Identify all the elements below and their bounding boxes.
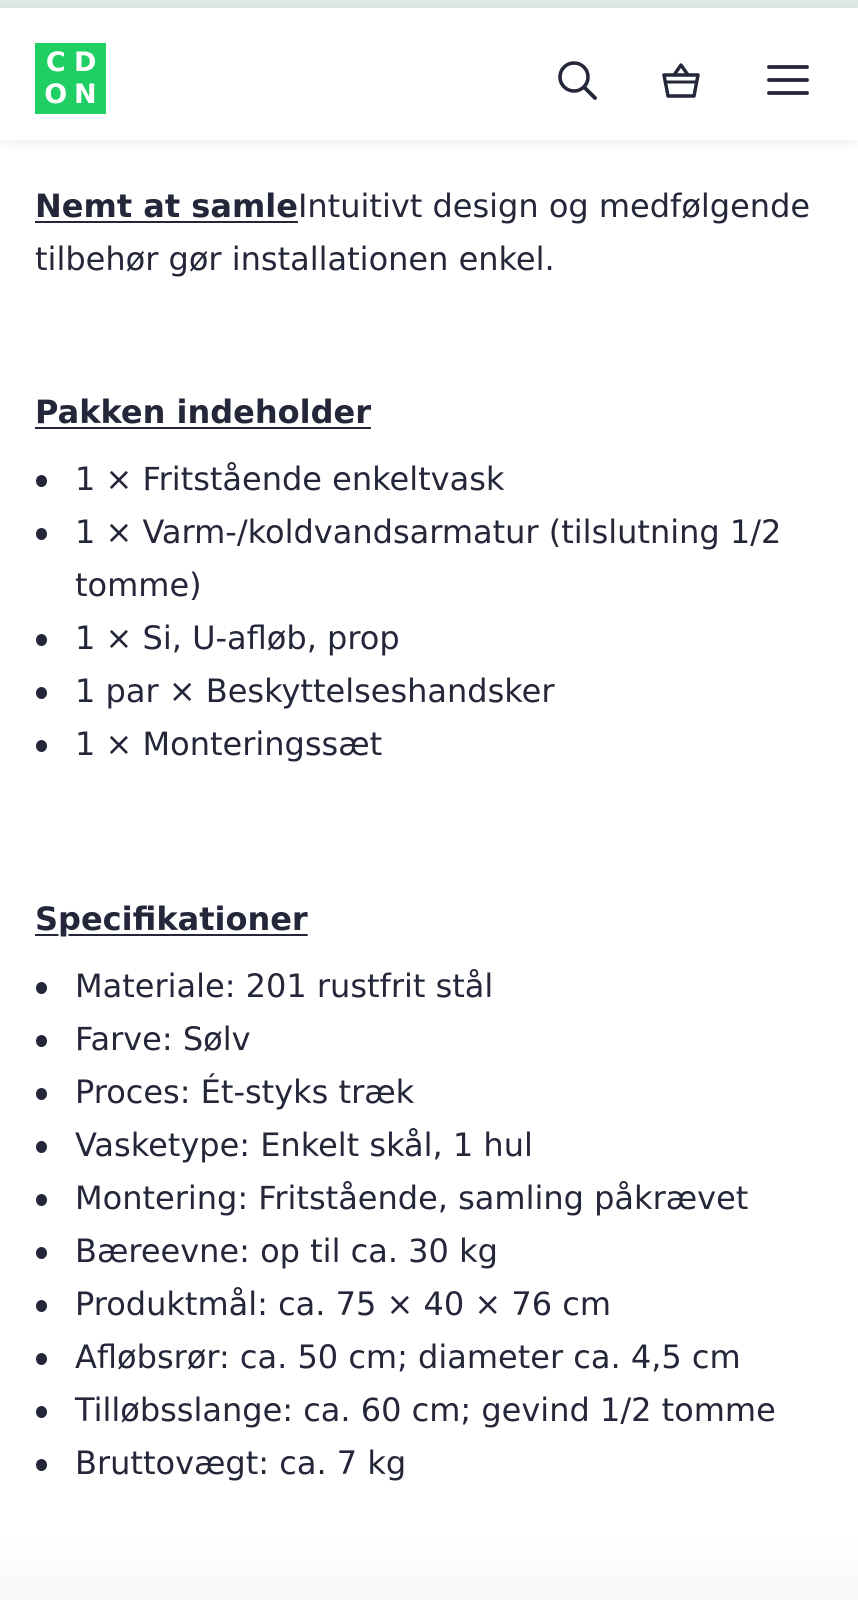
bottom-fade: [0, 1535, 858, 1600]
intro-paragraph: [35, 180, 825, 286]
package-list: [35, 453, 825, 771]
site-header: [0, 8, 858, 140]
logo-letter: N: [73, 78, 97, 110]
list-item: Produktmål: ca. 75 × 40 × 76 cm: [35, 1278, 825, 1331]
list-item: Vasketype: Enkelt skål, 1 hul: [35, 1119, 825, 1172]
search-button[interactable]: [555, 58, 599, 102]
specifications-section: [35, 893, 825, 1490]
package-heading: Pakken indeholder: [35, 393, 371, 431]
list-item: Tilløbsslange: ca. 60 cm; gevind 1/2 tomme: [35, 1384, 825, 1437]
specs-heading: Specifikationer: [35, 900, 308, 938]
cart-button[interactable]: [659, 58, 703, 102]
list-item: Bæreevne: op til ca. 30 kg: [35, 1225, 825, 1278]
logo-letter: O: [44, 78, 68, 110]
list-item: 1 × Si, U-afløb, prop: [35, 612, 825, 665]
list-item: Montering: Fritstående, samling påkrævet: [35, 1172, 825, 1225]
list-item: 1 × Fritstående enkeltvask: [35, 453, 825, 506]
product-description: [35, 180, 825, 1490]
logo-letter: C: [45, 47, 66, 79]
list-item: Afløbsrør: ca. 50 cm; diameter ca. 4,5 cm: [35, 1331, 825, 1384]
list-item: Bruttovægt: ca. 7 kg: [35, 1437, 825, 1490]
package-contents-section: [35, 386, 825, 771]
intro-text: Intuitivt design og medfølgende tilbehør gør installationen enkel.: [35, 187, 811, 278]
logo-letter: D: [74, 47, 97, 79]
list-item: Proces: Ét-styks træk: [35, 1066, 825, 1119]
cdon-logo[interactable]: [35, 43, 106, 114]
list-item: 1 × Monteringssæt: [35, 718, 825, 771]
top-strip: [0, 0, 858, 8]
list-item: 1 × Varm-/koldvandsarmatur (tilslutning 1/2 tomme): [35, 506, 825, 612]
specs-list: [35, 960, 825, 1490]
search-icon: [555, 58, 599, 102]
basket-icon: [659, 58, 703, 102]
menu-button[interactable]: [766, 58, 810, 102]
list-item: Farve: Sølv: [35, 1013, 825, 1066]
intro-lead: Nemt at samle: [35, 187, 298, 225]
list-item: Materiale: 201 rustfrit stål: [35, 960, 825, 1013]
hamburger-menu-icon: [766, 58, 810, 102]
list-item: 1 par × Beskyttelseshandsker: [35, 665, 825, 718]
